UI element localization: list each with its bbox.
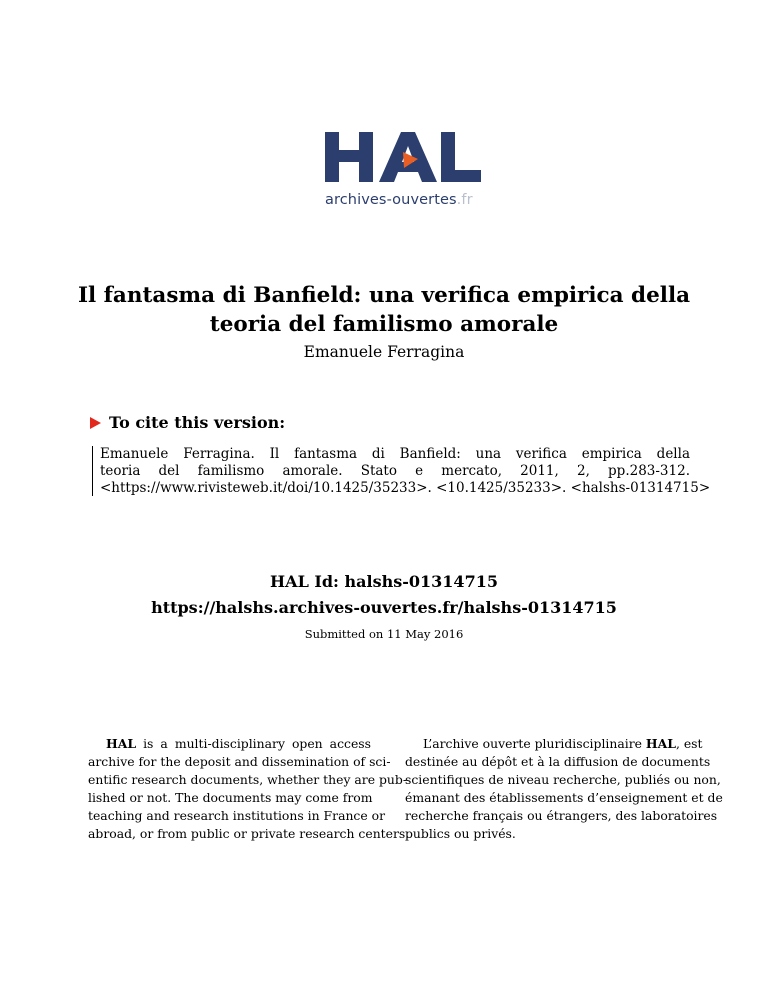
abstract-fr-line: recherche français ou étrangers, des laboratoires <box>405 808 718 823</box>
abstract-fr <box>405 735 723 843</box>
abstract-en-text: is a multi-disciplinary open access <box>136 736 371 751</box>
abstract-en-line: teaching and research institutions in France or <box>88 808 386 823</box>
abstract-en-line: lished or not. The documents may come from <box>88 790 373 805</box>
triangle-right-icon <box>90 417 101 429</box>
abstract-en-line: abroad, or from public or private research centers. <box>88 826 410 841</box>
abstract-en-bold: HAL <box>106 736 137 751</box>
logo-subtitle <box>325 192 485 208</box>
abstract-en <box>88 735 410 843</box>
cite-heading <box>90 413 285 432</box>
cite-heading-label: To cite this version: <box>109 413 286 432</box>
abstract-fr-line: scientifiques de niveau recherche, publiés ou non, <box>405 772 721 787</box>
abstract-en-line <box>88 735 371 753</box>
abstract-fr-bold: HAL <box>645 736 676 751</box>
author: Emanuele Ferragina <box>303 343 465 361</box>
abstract-fr-tail: , est <box>675 736 703 751</box>
abstract-fr-lead: L’archive ouverte pluridisciplinaire <box>423 736 646 751</box>
hal-id-label: HAL Id: halshs-01314715 <box>270 572 498 591</box>
hal-id-block <box>0 569 768 621</box>
cite-line-3[interactable]: <https://www.rivisteweb.it/doi/10.1425/35233>. <10.1425/35233>. <halshs-01314715> <box>100 480 711 496</box>
title-line-2: teoria del familismo amorale <box>209 312 559 337</box>
submitted-date: Submitted on 11 May 2016 <box>304 627 464 641</box>
paper-title <box>0 281 768 339</box>
cite-divider <box>92 446 93 496</box>
abstract-en-line: archive for the deposit and dissemination of sci- <box>88 754 391 769</box>
abstract-fr-line: destinée au dépôt et à la diffusion de documents <box>405 754 711 769</box>
logo-subtitle-tld: .fr <box>456 192 473 208</box>
hal-logo-mark <box>323 126 483 188</box>
abstract-fr-line <box>405 735 703 753</box>
hal-id-url[interactable]: https://halshs.archives-ouvertes.fr/halshs-01314715 <box>151 598 617 617</box>
logo-subtitle-main: archives-ouvertes <box>325 192 457 208</box>
cite-line-1: Emanuele Ferragina. Il fantasma di Banfield: una verifica empirica della <box>100 446 690 462</box>
abstract-en-line: entific research documents, whether they are pub- <box>88 772 408 787</box>
abstract-fr-line: émanant des établissements d’enseignement et de <box>405 790 723 805</box>
title-line-1: Il fantasma di Banfield: una verifica empirica della <box>77 283 691 308</box>
cite-line-2: teoria del familismo amorale. Stato e mercato, 2011, 2, pp.283-312. <box>100 463 690 479</box>
abstract-fr-line: publics ou privés. <box>405 826 516 841</box>
hal-logo <box>323 126 483 211</box>
